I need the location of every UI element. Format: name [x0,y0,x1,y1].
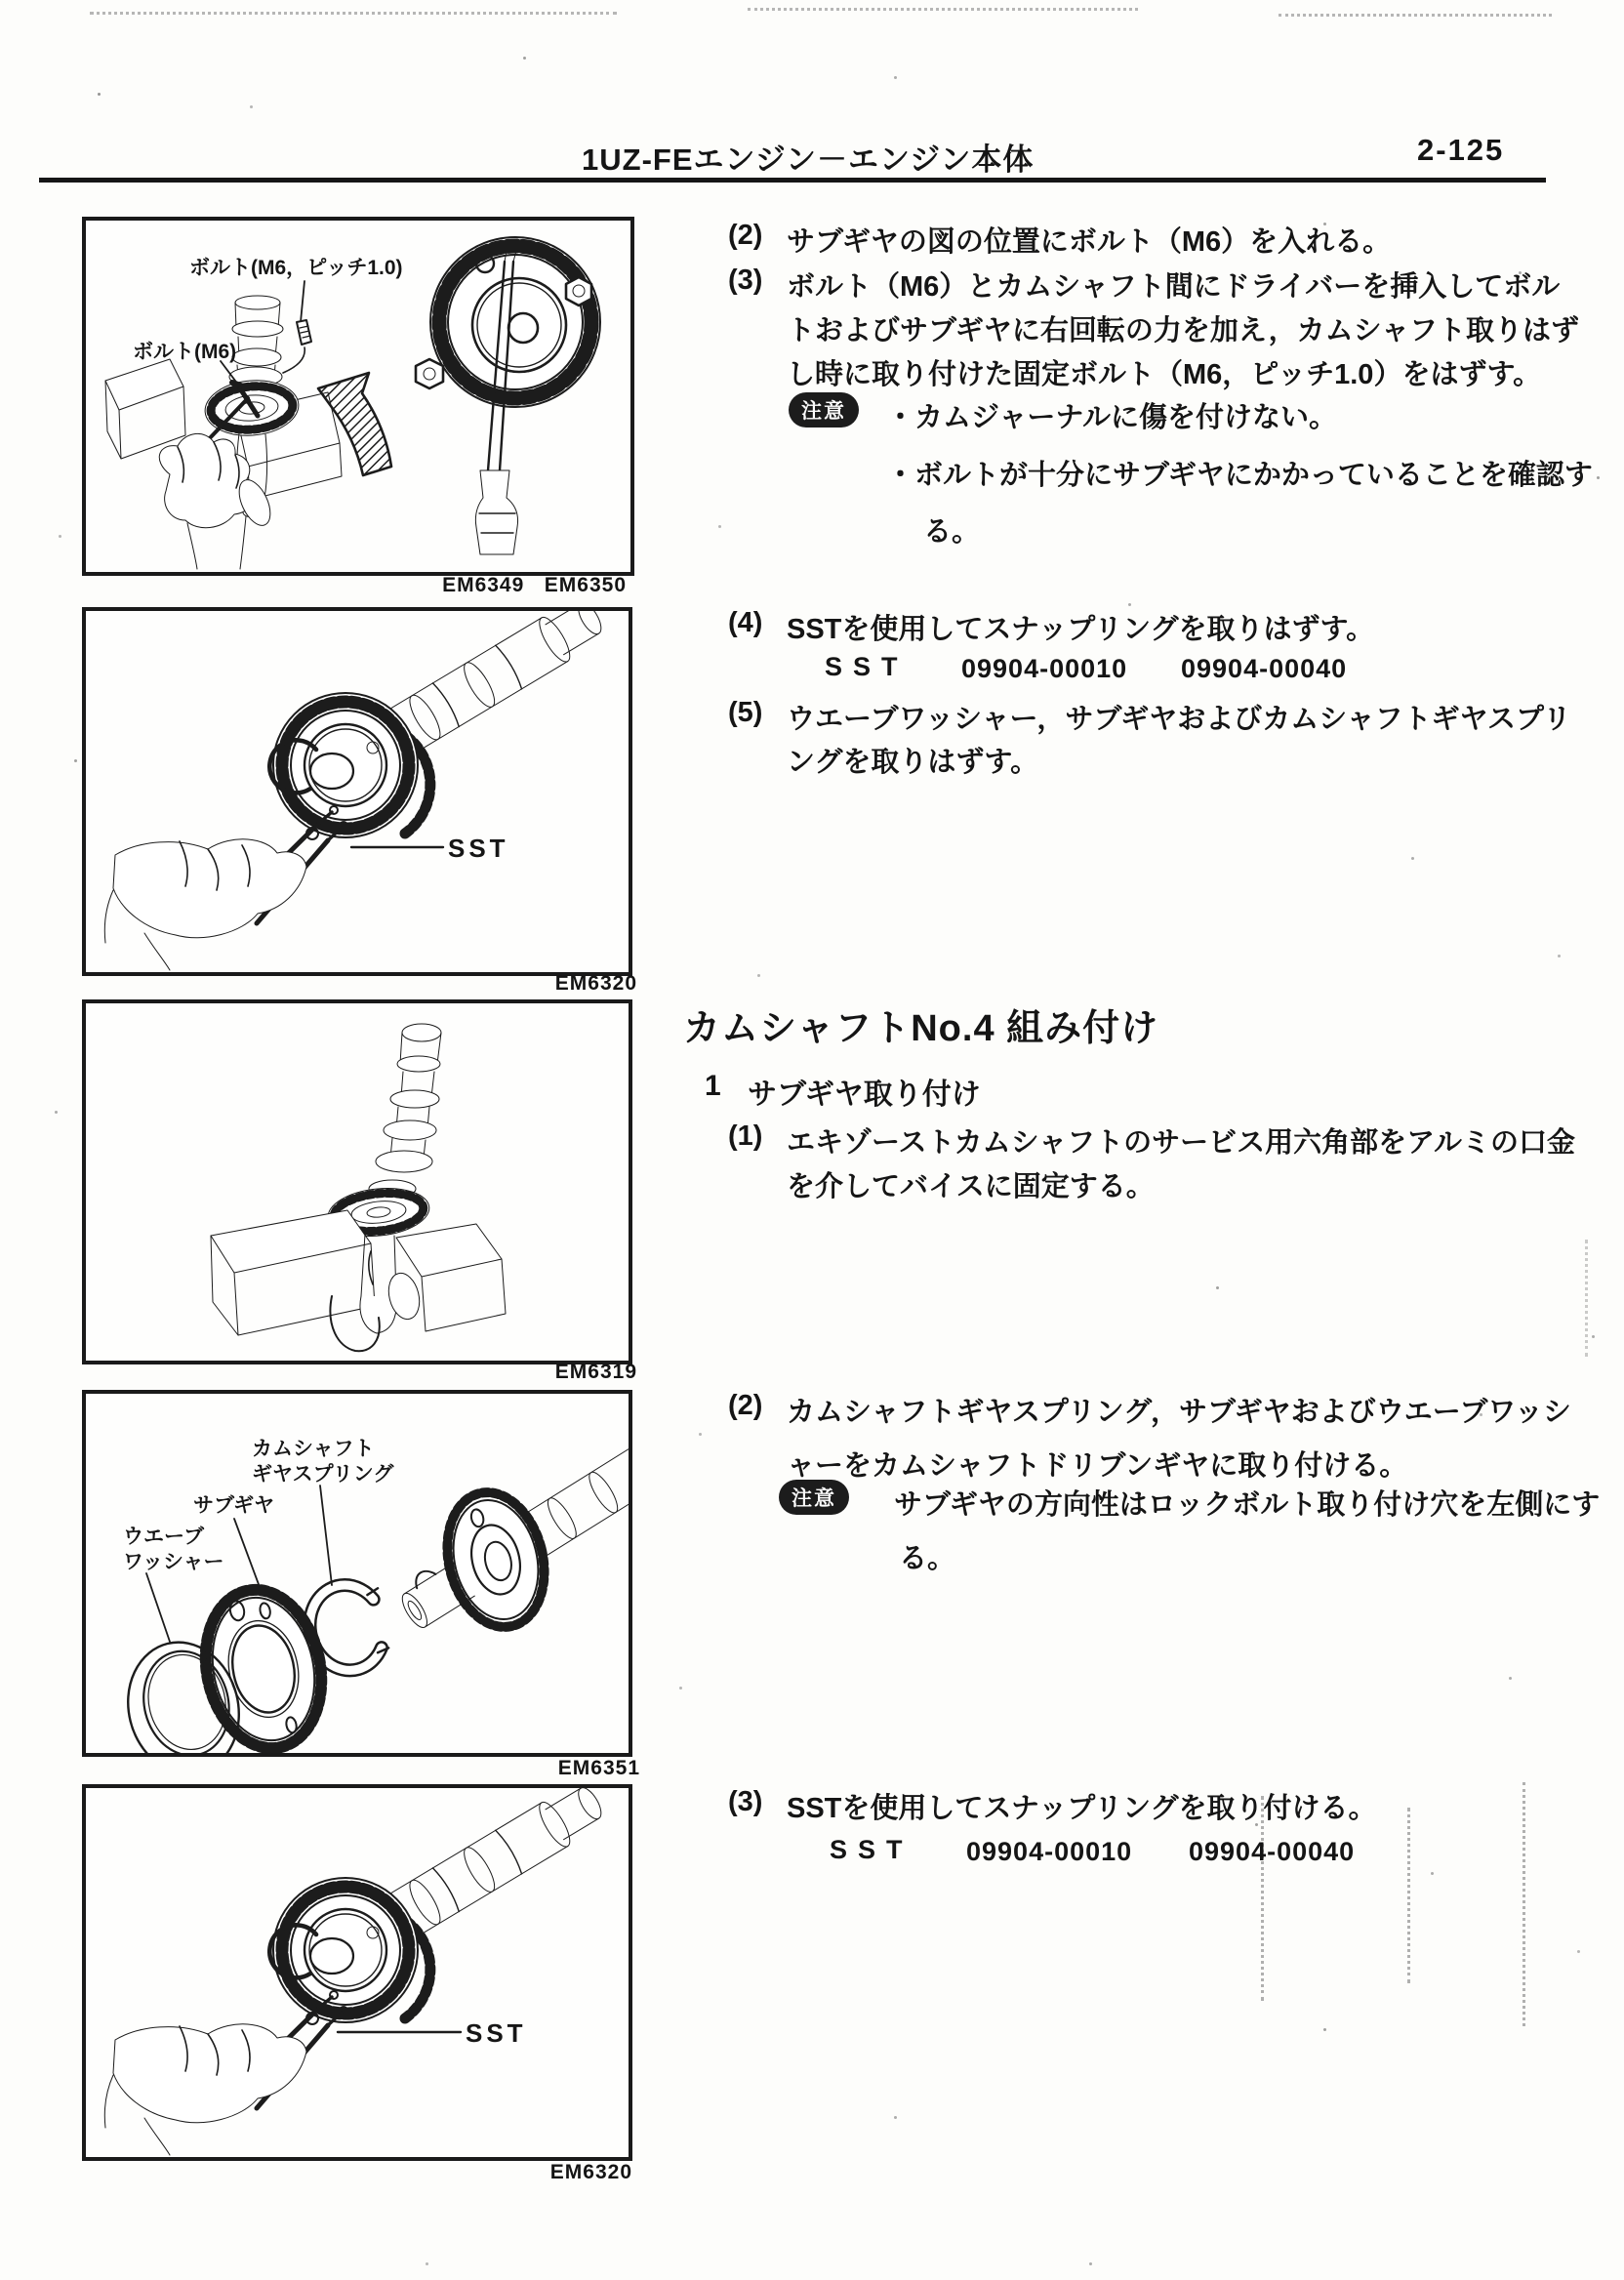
vertical-camshaft-vise-drawing [86,1003,629,1361]
subgear-label: サブギヤ [193,1494,275,1517]
sst-callout-label: SST [830,1835,914,1864]
step-line: を介してバイスに固定する。 [787,1171,1155,1202]
scan-noise-line [1522,1782,1525,2026]
caution-line-continuation: る。 [899,1543,956,1574]
step-line: ウエーブワッシャー，サブギヤおよびカムシャフトギヤスプリ [787,704,1571,735]
page-header-title: 1UZ-FEエンジン－エンジン本体 [582,142,1035,177]
sst-part-number: 09904-00010 [966,1837,1133,1866]
scan-noise-line [1407,1808,1410,1983]
substep-number: 1 [705,1070,721,1102]
header-rule [39,178,1546,183]
bolt-pitch-label: ボルト(M6，ピッチ1.0) [189,257,403,279]
step-line: SSTを使用してスナップリングを取りはずす。 [787,614,1375,645]
sst-label: SST [466,2018,527,2048]
step-line: SSTを使用してスナップリングを取り付ける。 [787,1793,1377,1824]
camshaft-snapring-pliers-drawing [86,1788,629,2157]
step-line: ングを取りはずす。 [787,747,1039,778]
caution-badge: 注意 [791,394,857,426]
step-number: (4) [728,607,763,638]
caution-bullet: ・カムジャーナルに傷を付けない。 [886,402,1337,433]
step-number: (3) [728,265,763,296]
page-number: 2-125 [1417,133,1505,167]
caution-bullet: ・ボルトが十分にサブギヤにかかっていることを確認す [886,460,1593,491]
figure-code: EM6320 [549,2161,632,2183]
scan-noise-line [1279,14,1552,17]
figure-code: EM6320 [554,972,637,995]
wave-washer-label-line2: ワッシャー [123,1551,224,1573]
sst-part-number: 09904-00040 [1181,654,1348,683]
scan-noise-line [90,12,617,15]
step-number: (2) [728,220,763,251]
step-line: トおよびサブギヤに右回転の力を加え，カムシャフト取りはず [787,315,1580,346]
scan-noise-line [748,8,1138,11]
step-number: (2) [728,1390,763,1421]
camshaft-gear-spring-label-line2: ギヤスプリング [252,1463,394,1486]
section-heading: カムシャフトNo.4 組み付け [683,1008,1159,1049]
substep-title: サブギヤ取り付け [748,1079,981,1111]
step-line: カムシャフトギヤスプリング，サブギヤおよびウエーブワッシ [787,1397,1571,1428]
sst-callout-label: SST [825,652,909,681]
figure-bolt-position [82,217,634,576]
step-line: ャーをカムシャフトドリブンギヤに取り付ける。 [787,1450,1408,1482]
step-line: エキゾーストカムシャフトのサービス用六角部をアルミの口金 [787,1127,1575,1159]
figure-code: EM6349 EM6350 [442,574,627,596]
step-line: ボルト（M6）とカムシャフト間にドライバーを挿入してボル [787,271,1561,303]
step-number: (5) [728,697,763,728]
figure-subgear-exploded-view [82,1390,632,1757]
sst-part-number: 09904-00040 [1189,1837,1356,1866]
step-line: サブギヤの図の位置にボルト（M6）を入れる。 [787,226,1392,258]
figure-code: EM6351 [557,1757,640,1779]
scan-noise-line [1585,1240,1588,1357]
figure-snapring-removal [82,607,632,976]
step-number: (3) [728,1786,763,1817]
caution-line: サブギヤの方向性はロックボルト取り付け穴を左側にす [894,1489,1601,1521]
caution-bullet-continuation: る。 [923,516,981,548]
figure-snapring-install [82,1784,632,2161]
bolt-label: ボルト(M6) [133,341,237,363]
figure-code: EM6319 [554,1361,637,1383]
sst-label: SST [448,834,509,863]
camshaft-snapring-pliers-drawing [86,611,629,972]
camshaft-gear-spring-label-line1: カムシャフト [252,1438,375,1460]
figure-camshaft-in-vise [82,999,632,1364]
caution-badge: 注意 [781,1482,847,1513]
scan-noise-specks [98,93,101,96]
scan-noise-line [1261,1796,1264,2001]
sst-part-number: 09904-00010 [961,654,1128,683]
step-number: (1) [728,1120,763,1152]
step-line: し時に取り付けた固定ボルト（M6，ピッチ1.0）をはずす。 [787,359,1542,390]
wave-washer-label-line1: ウエーブ [123,1526,204,1548]
